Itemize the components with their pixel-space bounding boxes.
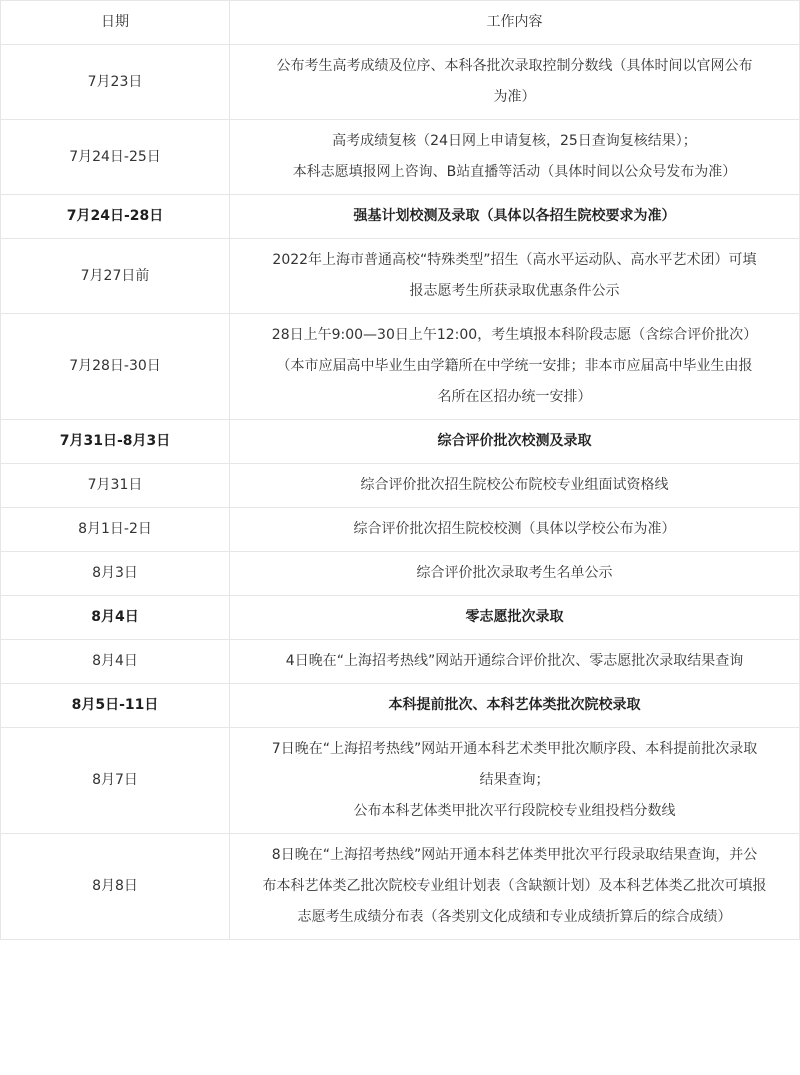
row-content <box>230 596 800 640</box>
table-row <box>1 314 800 420</box>
table-row <box>1 420 800 464</box>
table-row <box>1 728 800 834</box>
row-date: 7月31日-8月3日 <box>1 420 230 464</box>
row-date: 8月4日 <box>1 640 230 684</box>
content-line: 报志愿考生所获录取优惠条件公示 <box>409 283 620 299</box>
content-line: 本科志愿填报网上咨询、B站直播等活动（具体时间以公众号发布为准） <box>292 164 737 180</box>
row-content <box>230 728 800 834</box>
row-content <box>230 508 800 552</box>
content-line: 综合评价批次招生院校校测（具体以学校公布为准） <box>353 521 676 537</box>
content-line: 布本科艺体类乙批次院校专业组计划表（含缺额计划）及本科艺体类乙批次可填报 <box>262 878 767 894</box>
row-date: 8月4日 <box>1 596 230 640</box>
content-line: 综合评价批次招生院校公布院校专业组面试资格线 <box>360 477 669 493</box>
row-date: 7月24日-25日 <box>1 120 230 195</box>
row-date: 7月23日 <box>1 45 230 120</box>
row-date: 8月3日 <box>1 552 230 596</box>
row-content <box>230 420 800 464</box>
table-row <box>1 508 800 552</box>
content-line: 公布本科艺体类甲批次平行段院校专业组投档分数线 <box>353 803 676 819</box>
table-row <box>1 45 800 120</box>
table-row <box>1 552 800 596</box>
content-line: 强基计划校测及录取（具体以各招生院校要求为准） <box>353 208 676 224</box>
row-date: 8月5日-11日 <box>1 684 230 728</box>
table-row <box>1 596 800 640</box>
row-date: 8月1日-2日 <box>1 508 230 552</box>
content-line: 志愿考生成绩分布表（各类别文化成绩和专业成绩折算后的综合成绩） <box>297 909 732 925</box>
content-line: 综合评价批次校测及录取 <box>437 433 592 449</box>
row-date: 7月27日前 <box>1 239 230 314</box>
row-content <box>230 464 800 508</box>
table-row <box>1 239 800 314</box>
row-date: 8月7日 <box>1 728 230 834</box>
header-content: 工作内容 <box>230 1 800 45</box>
content-line: 公布考生高考成绩及位序、本科各批次录取控制分数线（具体时间以官网公布 <box>276 58 753 74</box>
content-line: （本市应届高中毕业生由学籍所在中学统一安排；非本市应届高中毕业生由报 <box>276 358 753 374</box>
schedule-body <box>1 1 800 940</box>
content-line: 结果查询； <box>479 772 550 788</box>
content-line: 4日晚在“上海招考热线”网站开通综合评价批次、零志愿批次录取结果查询 <box>285 653 744 669</box>
content-line: 本科提前批次、本科艺体类批次院校录取 <box>388 697 641 713</box>
content-line: 2022年上海市普通高校“特殊类型”招生（高水平运动队、高水平艺术团）可填 <box>272 252 757 268</box>
table-row <box>1 464 800 508</box>
row-date: 7月31日 <box>1 464 230 508</box>
content-line: 8日晚在“上海招考热线”网站开通本科艺体类甲批次平行段录取结果查询，并公 <box>271 847 758 863</box>
content-line: 综合评价批次录取考生名单公示 <box>416 565 613 581</box>
row-content <box>230 314 800 420</box>
row-date: 7月24日-28日 <box>1 195 230 239</box>
header-row <box>1 1 800 45</box>
table-row <box>1 195 800 239</box>
content-line: 7日晚在“上海招考热线”网站开通本科艺术类甲批次顺序段、本科提前批次录取 <box>271 741 758 757</box>
row-content <box>230 120 800 195</box>
row-content <box>230 195 800 239</box>
header-date: 日期 <box>1 1 230 45</box>
row-content <box>230 684 800 728</box>
content-line: 名所在区招办统一安排） <box>437 389 592 405</box>
content-line: 28日上午9:00—30日上午12:00，考生填报本科阶段志愿（含综合评价批次） <box>271 327 758 343</box>
content-line: 为准） <box>493 89 536 105</box>
row-content <box>230 640 800 684</box>
row-content <box>230 552 800 596</box>
row-date: 8月8日 <box>1 834 230 940</box>
table-row <box>1 834 800 940</box>
table-row <box>1 684 800 728</box>
row-date: 7月28日-30日 <box>1 314 230 420</box>
row-content <box>230 239 800 314</box>
content-line: 高考成绩复核（24日网上申请复核，25日查询复核结果）； <box>332 133 697 149</box>
table-row <box>1 120 800 195</box>
table-row <box>1 640 800 684</box>
row-content <box>230 834 800 940</box>
row-content <box>230 45 800 120</box>
content-line: 零志愿批次录取 <box>465 609 564 625</box>
